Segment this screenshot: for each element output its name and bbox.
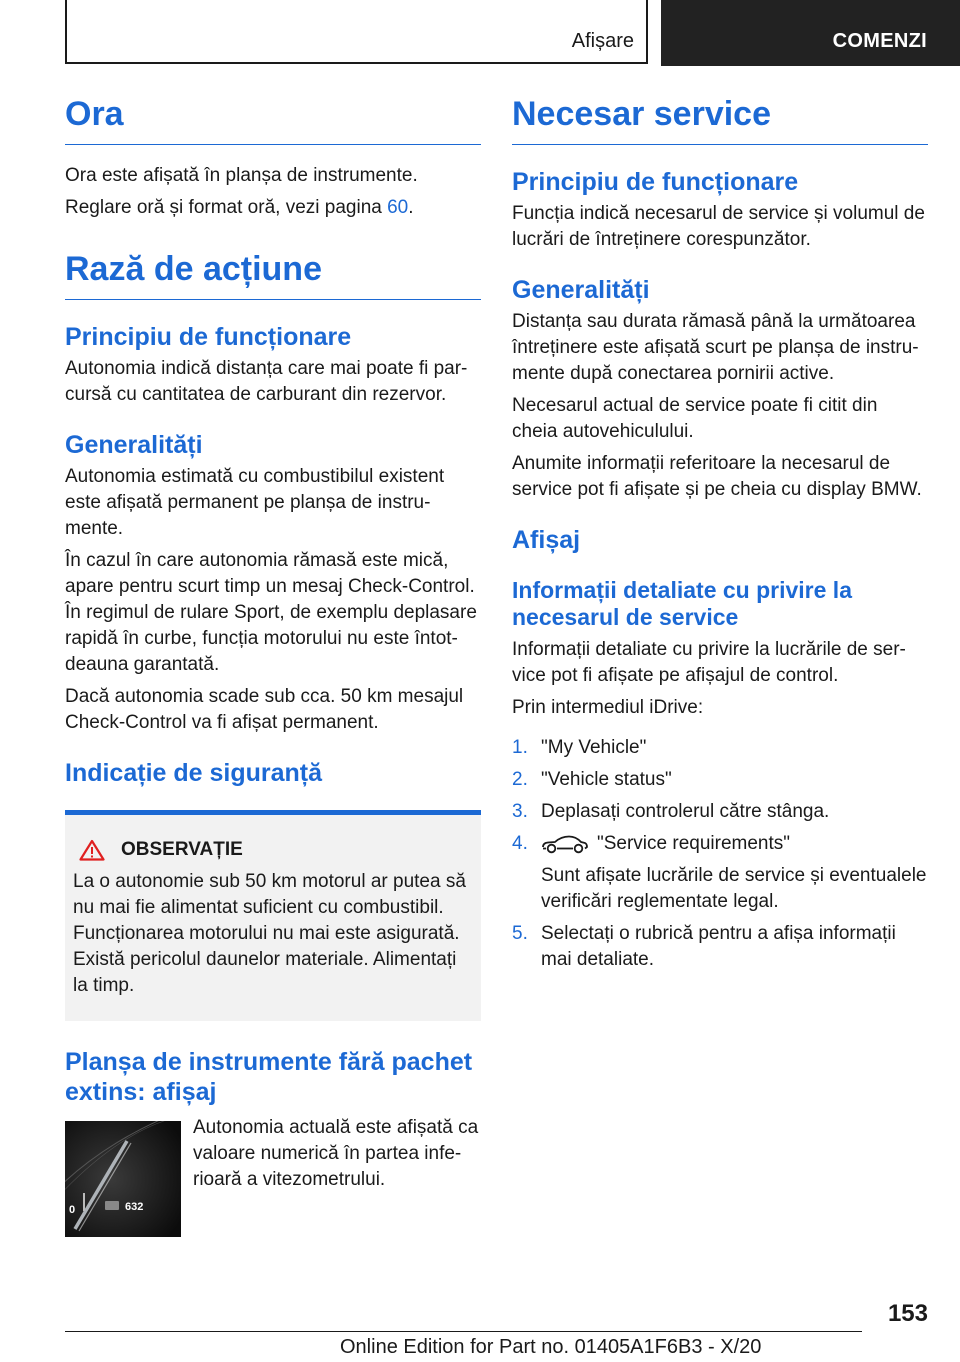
idrive-text: Prin intermediul iDrive: [512,697,704,718]
heading-raza-de-actiune: Rază de acțiune [65,247,481,300]
step-4-subtext: Sunt afișate lucrările de service și eventualele verificări reglementate legal. [541,865,927,912]
ora-paragraph-2: Reglare oră și format oră, vezi pagina 60. [65,197,414,218]
warning-label: OBSERVAȚIE [121,839,243,860]
heading-generalitati: Generalități [65,431,203,459]
right-column [512,92,928,979]
list-item: 4. "Service requirements" Sunt afișate lucrările de service și eventualele verificări reglementate legal. [512,831,928,915]
speedometer-image [65,1121,181,1237]
page-link-60[interactable]: 60 [387,197,409,218]
heading-principiu: Principiu de funcționare [65,323,352,351]
info-text: Informații detaliate cu privire la lucrările de ser-vice pot fi afișate pe afișajul de control. [512,639,906,686]
generalitati-paragraph-1: Autonomia estimată cu combustibilul existent este afișată permanent pe planșa de instru-mente. [65,466,445,539]
left-column [65,92,481,1237]
service-gen-paragraph-3: Anumite informații referitoare la necesarul de service pot fi afișate și pe cheia cu display BMW. [512,453,922,500]
list-item: 3. Deplasați controlerul către stânga. [512,801,830,822]
heading-afisaj: Afișaj [512,526,581,554]
car-icon [541,834,589,854]
page-number: 153 [887,1300,928,1327]
heading-generalitati-service: Generalități [512,276,650,304]
generalitati-paragraph-3: Dacă autonomia scade sub cca. 50 km mesajul Check-Control va fi afișat permanent. [65,686,464,733]
heading-necesar-service: Necesar service [512,92,928,145]
speedometer-zero: 0 [69,1204,76,1216]
service-gen-paragraph-1: Distanța sau durata rămasă până la următoarea întreținere este afișată scurt pe planșa de instru-mente după conectarea pornirii active. [512,311,919,384]
heading-informatii-detaliate: Informații detaliate cu privire la necesarul de service [512,577,852,630]
generalitati-paragraph-2: În cazul în care autonomia rămasă este mică, apare pentru scurt timp un mesaj Check-Control. În regimul de rulare Sport, de exemplu deplasare rapidă în curbe, funcția motorului nu este întot-deauna garantată. [65,550,477,675]
warning-triangle-icon [79,839,105,861]
footer-divider [65,1331,862,1332]
section-label: Afișare [571,30,634,52]
chapter-tab-label: COMENZI [832,30,927,52]
header-frame [65,0,648,64]
footer-edition: Online Edition for Part no. 01405A1F6B3 - X/20 [340,1336,762,1358]
service-gen-paragraph-2: Necesarul actual de service poate fi citit din cheia autovehiculului. [512,395,878,442]
warning-box [65,810,481,1021]
warning-text: La o autonomie sub 50 km motorul ar putea să nu mai fie alimentat suficient cu combustibil. Funcționarea motorului nu mai este asigurată. Există pericolul daunelor materiale. Alimentați la timp. [73,871,466,996]
heading-ora: Ora [65,92,481,145]
list-item: 5. Selectați o rubrică pentru a afișa informații mai detaliate. [512,923,896,970]
list-item: 1. "My Vehicle" [512,737,647,758]
heading-plansa: Planșa de instrumente fără pachet extins: afișaj [65,1048,473,1106]
chapter-tab[interactable] [661,0,960,66]
list-item: 2. "Vehicle status" [512,769,672,790]
principiu-text: Autonomia indică distanța care mai poate fi par-cursă cu cantitatea de carburant din rezervor. [65,358,468,405]
heading-principiu-service: Principiu de funcționare [512,168,799,196]
ora-paragraph-1: Ora este afișată în planșa de instrumente. [65,165,418,186]
steps-list [512,735,928,973]
range-value: 632 [125,1201,144,1213]
service-principiu-text: Funcția indică necesarul de service și volumul de lucrări de întreținere corespunzător. [512,203,925,250]
heading-indicatie: Indicație de siguranță [65,759,323,787]
plansa-text: Autonomia actuală este afișată ca valoare numerică în partea infe-rioară a vitezometrului. [193,1117,479,1190]
